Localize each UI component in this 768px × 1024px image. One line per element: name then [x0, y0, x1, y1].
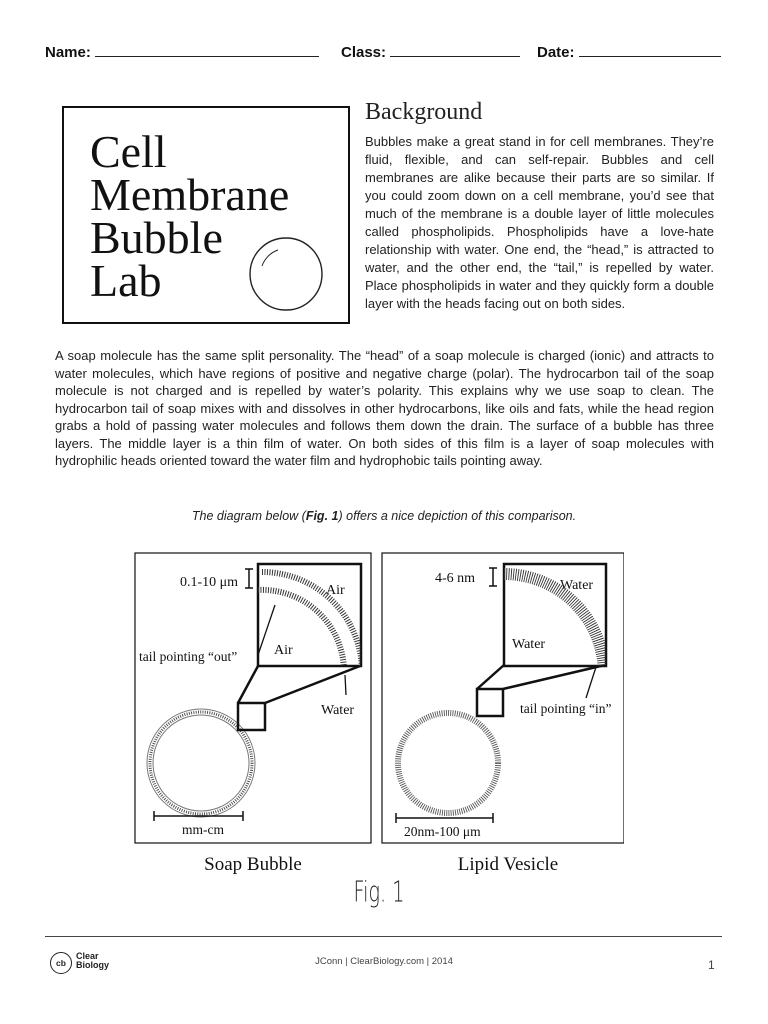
lipid-thickness-label: 4-6 nm: [435, 571, 476, 586]
date-blank-line[interactable]: [579, 42, 721, 57]
soap-air-top: Air: [326, 583, 345, 598]
lipid-zoom-box: [477, 689, 503, 716]
caption-fig-ref: Fig. 1: [305, 509, 339, 523]
soap-scale-label: mm-cm: [182, 822, 224, 837]
name-label: Name:: [45, 44, 91, 61]
lipid-water-bottom: Water: [512, 637, 546, 652]
title-line-1: Cell: [90, 126, 167, 177]
title-line-2: Membrane: [90, 169, 290, 220]
soap-zoom-box: [238, 703, 265, 730]
background-heading: Background: [365, 99, 483, 125]
soap-air-bottom: Air: [274, 643, 293, 658]
bubble-drawing: [248, 236, 324, 312]
class-blank-line[interactable]: [390, 42, 520, 57]
figure-1: [134, 548, 624, 918]
logo-line-1: Clear: [76, 951, 99, 961]
soap-water-pointer: [345, 675, 346, 695]
class-label: Class:: [341, 44, 387, 61]
lipid-zoom-line: [477, 665, 504, 689]
footer-credit: JConn | ClearBiology.com | 2014: [315, 956, 453, 967]
soap-water-label: Water: [321, 703, 355, 718]
lipid-vesicle-diagram: [398, 713, 498, 813]
figure-caption: [0, 509, 768, 523]
caption-text-before: The diagram below (: [191, 509, 306, 523]
lipid-tail-label: tail pointing “in”: [520, 701, 612, 716]
title-line-3: Bubble: [90, 212, 223, 263]
soap-tail-label: tail pointing “out”: [139, 649, 238, 664]
soap-thickness-bracket: [245, 569, 253, 588]
page-number: 1: [708, 958, 715, 972]
caption-text-after: ) offers a nice depiction of this comparison.: [338, 509, 577, 523]
name-blank-line[interactable]: [95, 42, 319, 57]
soap-zoom-line: [238, 666, 258, 703]
lipid-tail-pointer: [586, 667, 596, 698]
date-label: Date:: [537, 44, 575, 61]
logo-line-2: Biology: [76, 960, 109, 970]
logo-mark: cb: [50, 952, 72, 974]
lipid-water-top: Water: [560, 578, 594, 593]
fig-1-label: Fig. 1: [353, 874, 405, 909]
background-paragraph: Bubbles make a great stand in for cell membranes. They’re fluid, flexible, and can self-repair. Bubbles and cell membranes are alike because their parts are so similar. If you could zoom down on a cell membrane, you’d see that much of the membrane is a double layer of little molecules called phospholipids. Phospholipids have a love-hate relationship with water. One end, the “head,” is attracted to water, and the other end, the “tail,” is repelled by water. Place phospholipids in water and they quickly form a double layer with the heads facing out on both sides.: [365, 134, 714, 311]
lipid-vesicle-title: Lipid Vesicle: [457, 854, 559, 875]
soap-scale-bar: [154, 811, 243, 821]
soap-thickness-label: 0.1-10 μm: [180, 575, 239, 590]
name-field: [45, 42, 319, 61]
lipid-scale-label: 20nm-100 μm: [404, 824, 481, 839]
class-field: [341, 42, 520, 61]
title-line-4: Lab: [90, 255, 162, 306]
lipid-thickness-bracket: [489, 568, 497, 586]
footer-divider: [45, 936, 722, 937]
soap-paragraph: A soap molecule has the same split personality. The “head” of a soap molecule is charged (ionic) and attracts to water molecules, which have regions of positive and negative charge (polar). The hydrocarbon tail of the soap molecule is not charged and is repelled by water’s polarity. This explains why we use soap to clean. The hydrocarbon tail of soap mixes with and dissolves in other hydrocarbons, like oils and fats, while the head region grabs a hold of passing water molecules and follows them down the drain. The surface of a bubble has three layers. The middle layer is a thin film of water. On both sides of this film is a layer of soap molecules with hydrophilic heads oriented toward the water film and hydrophobic tails pointing away.: [55, 348, 714, 468]
soap-bubble-title: Soap Bubble: [204, 854, 302, 875]
title-box: [62, 106, 350, 324]
date-field: [537, 42, 721, 61]
